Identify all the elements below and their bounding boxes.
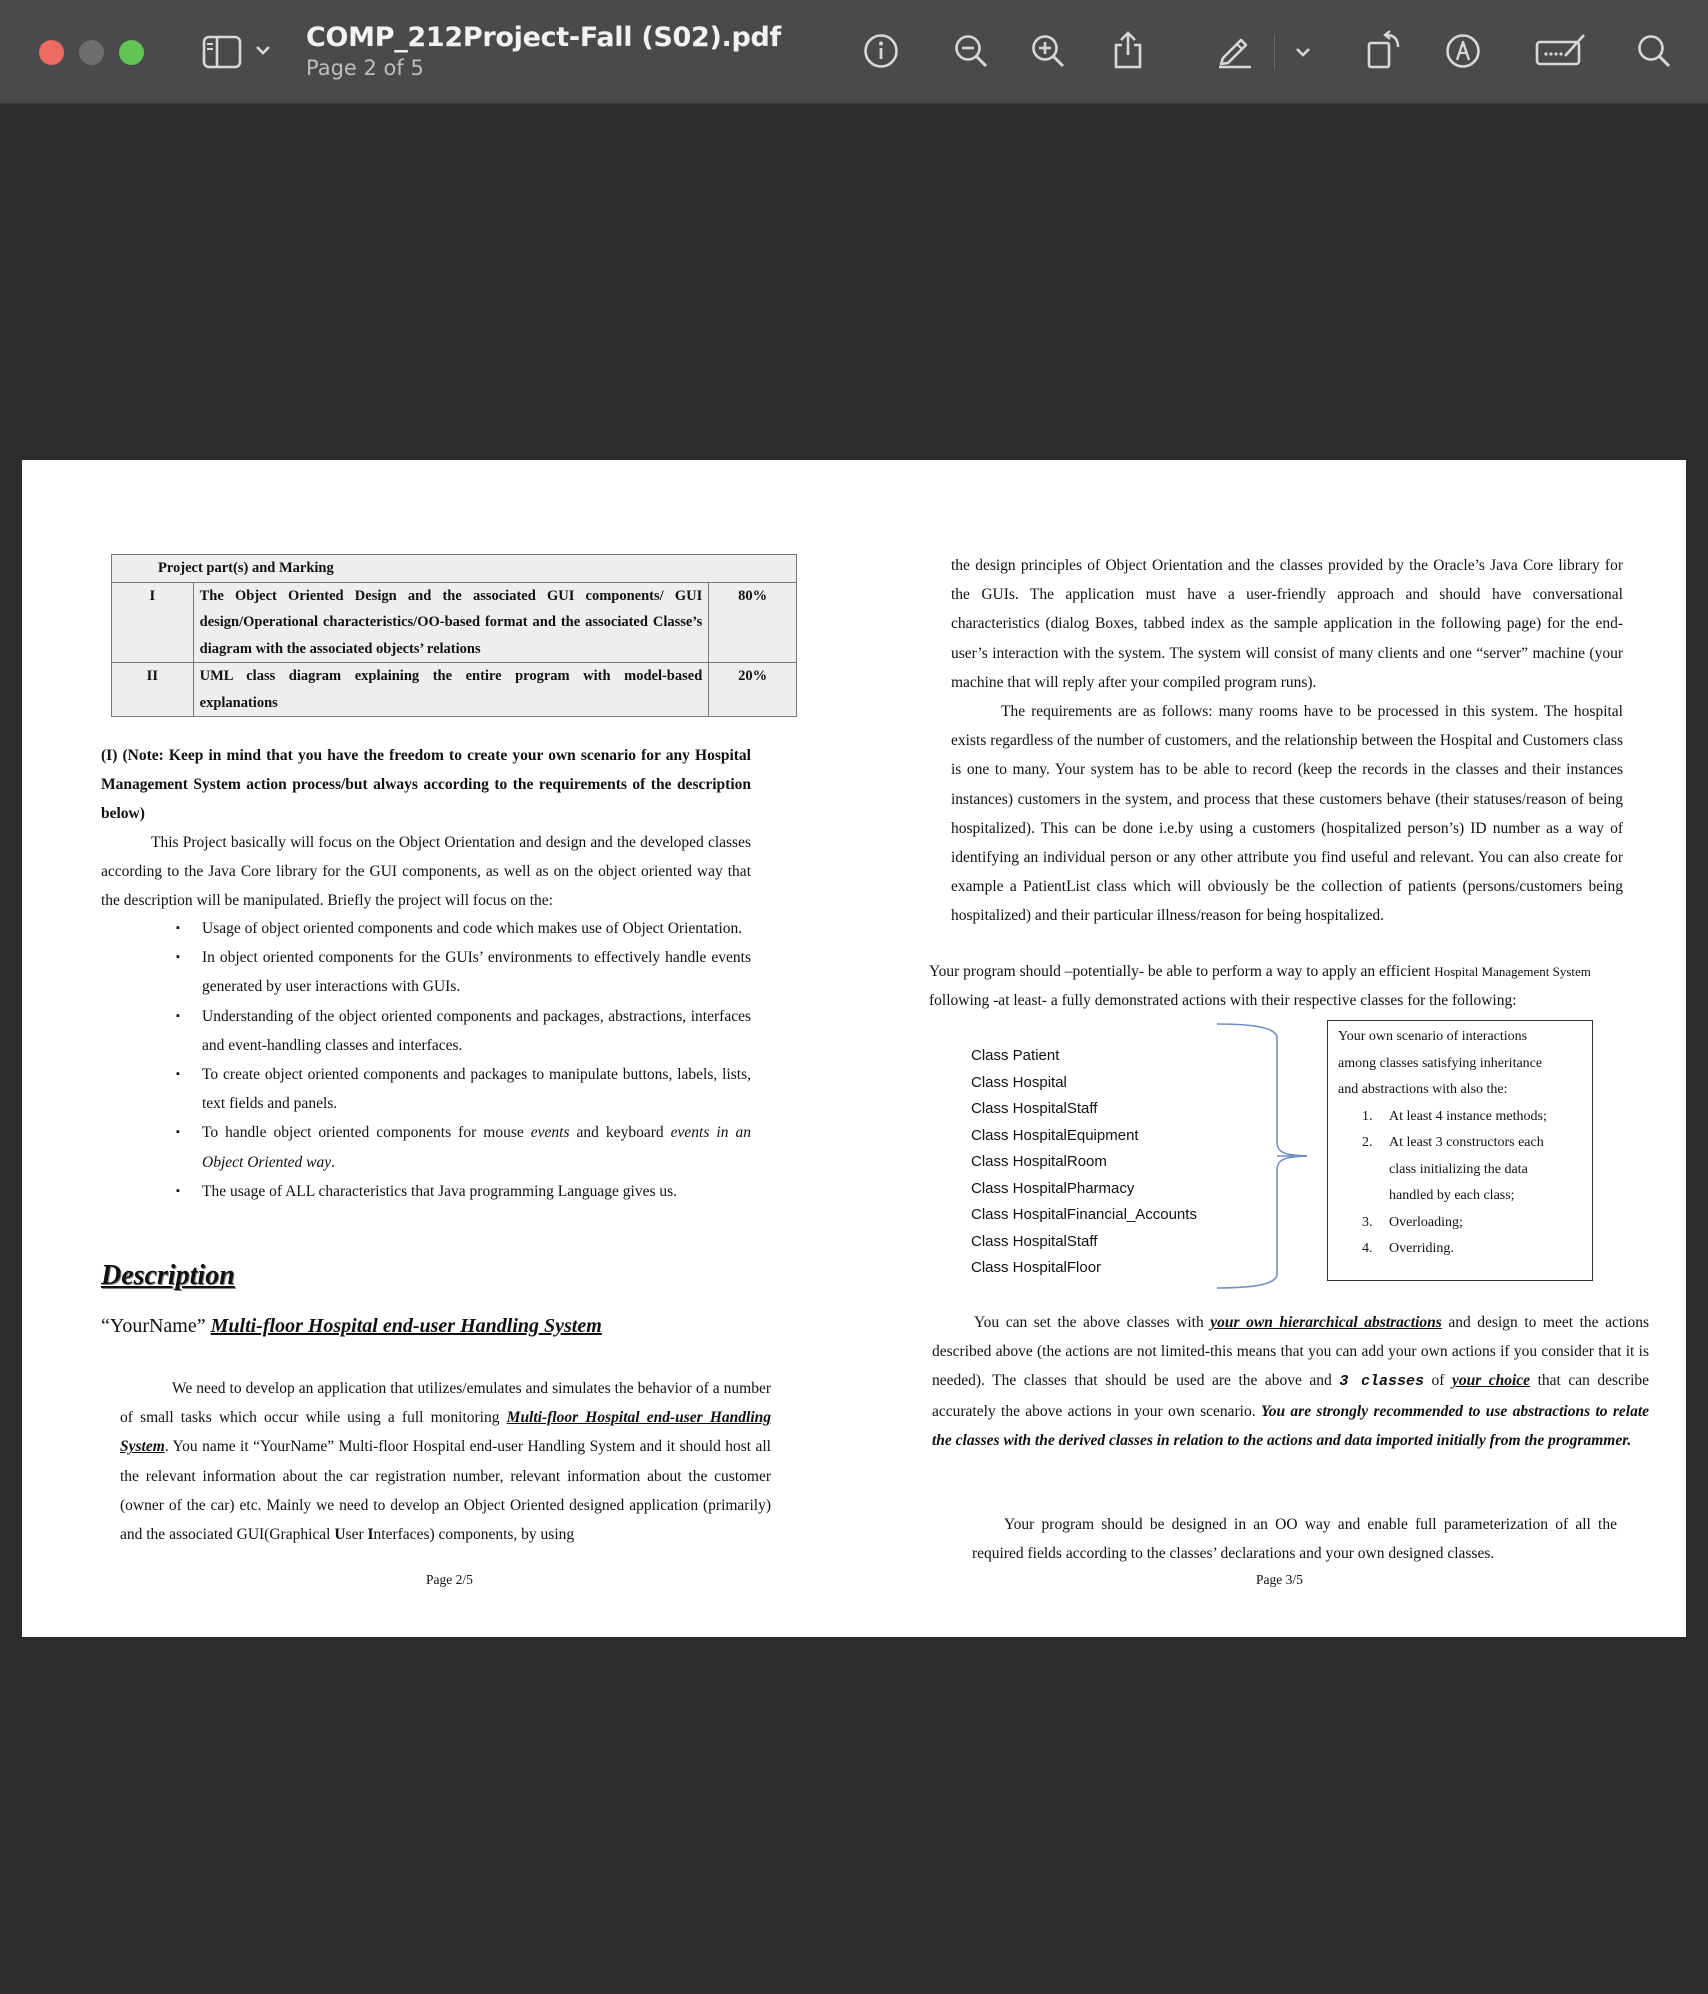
list-item: ▪ To handle object oriented components for mouse events and keyboard events in an Object Oriented way. — [202, 1118, 751, 1176]
minimize-window-button[interactable] — [79, 40, 104, 65]
markup-icon[interactable] — [1445, 33, 1481, 69]
zoom-window-button[interactable] — [119, 40, 144, 65]
page-indicator: Page 2 of 5 — [306, 56, 424, 80]
sidebar-icon[interactable] — [202, 35, 242, 69]
zoom-in-icon[interactable] — [1030, 33, 1066, 69]
part-description: UML class diagram explaining the entire program with model-based explanations — [193, 663, 709, 717]
list-item: Class HospitalStaff — [971, 1100, 1098, 1117]
list-item: Class HospitalFinancial_Accounts — [971, 1206, 1197, 1223]
list-item: Class HospitalRoom — [971, 1153, 1107, 1170]
window-titlebar — [0, 0, 1708, 104]
marking-table — [111, 554, 797, 717]
share-icon[interactable] — [1112, 30, 1144, 70]
classes-design-paragraph: You can set the above classes with your own hierarchical abstractions and design to meet the actions described above (the actions are not limited-this means that you can add your own actions if you consider that it is needed). The classes that should be used are the above and 3 classes of your choice that can describe accurately the above actions in your own scenario. You are strongly recommended to use abstractions to relate the classes with the derived classes in relation to the actions and data imported initially from the programmer. — [932, 1314, 1650, 1449]
table-row — [112, 663, 797, 717]
part-number: II — [112, 663, 194, 717]
list-item: 2. At least 3 constructors each — [1362, 1135, 1544, 1150]
system-title: “YourName” Multi-floor Hospital end-user Handling System — [101, 1315, 602, 1337]
parameterization-paragraph: Your program should be designed in an OO way and enable full parameterization of all the required fields according to the classes’ declarations and your own designed classes. — [972, 1516, 1617, 1563]
highlight-pen-icon[interactable] — [1215, 31, 1253, 69]
list-item: Class HospitalFloor — [971, 1259, 1102, 1276]
table-header: Project part(s) and Marking — [112, 555, 797, 583]
requirements-paragraph: The requirements are as follows: many rooms have to be processed in this system. The hospital exists regardless of the number of customers, and the relationship between the Hospital and Customers class is one to many. Your system has to be able to record (keep the records in the classes and their instances instances) customers in the system, and process that these customers behave (their statuses/reason of being hospitalized). This can be done i.e.by using a customers (hospitalized person’s) ID number as a way of identifying an individual person or any other attribute you find useful and relevant. You can also create for example a PatientList class which will obviously be the collection of patients (persons/customers being hospitalized) and their particular illness/reason for being hospitalized. — [951, 703, 1623, 925]
list-item: class initializing the data — [1389, 1161, 1528, 1177]
intro-paragraph: This Project basically will focus on the Object Orientation and design and the developed classes according to the Java Core library for the GUI components, as well as on the object oriented way that the description will be manipulated. Briefly the project will focus on the: — [101, 834, 751, 910]
list-item: ▪ In object oriented components for the GUIs’ environments to effectively handle events generated by user interactions with GUIs. — [202, 943, 751, 1001]
page-number-right: Page 3/5 — [1256, 1572, 1303, 1587]
chevron-down-icon[interactable] — [1295, 46, 1311, 58]
info-icon[interactable] — [863, 33, 899, 69]
chevron-down-icon[interactable] — [255, 44, 271, 56]
curly-brace-icon — [1187, 1020, 1307, 1292]
description-heading: Description — [101, 1260, 235, 1291]
table-row — [112, 582, 797, 663]
close-window-button[interactable] — [39, 40, 64, 65]
list-item: handled by each class; — [1389, 1188, 1515, 1203]
list-item: 1. At least 4 instance methods; — [1362, 1108, 1547, 1124]
list-item: Class HospitalPharmacy — [971, 1179, 1135, 1197]
development-paragraph: We need to develop an application that utilizes/emulates and simulates the behavior of a number of small tasks which occur while using a full monitoring Multi-floor Hospital end-user Handling System. You name it “YourName” Multi-floor Hospital end-user Handling System and it should host all the relevant information about the car registration number, relevant information about the customer (owner of the car) etc. Mainly we need to develop an Object Oriented designed application (primarily) and the associated GUI(Graphical User Interfaces) components, by using — [120, 1380, 771, 1544]
part-percentage: 20% — [709, 663, 797, 717]
list-item: 4. Overriding. — [1362, 1241, 1454, 1256]
list-item: ▪ Usage of object oriented components and code which makes use of Object Orientation. — [202, 914, 751, 943]
list-item: 3. Overloading; — [1362, 1214, 1463, 1230]
part-description: The Object Oriented Design and the associated GUI components/ GUI design/Operational characteristics/OO-based format and the associated Classe’s diagram with the associated objects’ relations — [193, 582, 709, 663]
scenario-box: Your own scenario of interactions among classes satisfying inheritance and abstractions with also the: 1. At least 4 instance methods; 2. At least 3 constructors each class initializing the data handled by each class; 3. Overloading; 4. Overriding. — [1327, 1020, 1593, 1281]
signature-icon[interactable] — [1535, 32, 1587, 68]
list-item: ▪ The usage of ALL characteristics that Java programming Language gives us. — [202, 1177, 751, 1206]
list-item: Class HospitalStaff — [971, 1232, 1098, 1250]
class-list — [971, 1043, 1197, 1282]
search-icon[interactable] — [1636, 33, 1672, 69]
toolbar-divider — [1274, 34, 1275, 70]
right-intro-paragraph: the design principles of Object Orientation and the classes provided by the Oracle’s Java Core library for the GUIs. The application must have a user-friendly approach and should have conversational characteristics (dialog Boxes, tabbed index as the sample application in the following page) for the end-user’s interaction with the system. The system will consist of many clients and one “server” machine (your machine that will reply after your compiled program runs). The requirements are as follows: many rooms have to be processed in this system. The hospital exists regardless of the number of customers, and the relationship between the Hospital and Customers class is one to many. Your system has to be able to record (keep the records in the classes and their instances instances) customers in the system, and process that these customers behave (their statuses/reason of being hospitalized). This can be done i.e.by using a customers (hospitalized person’s) ID number as a way of identifying an individual person or any other attribute you find useful and relevant. You can also create for example a PatientList class which will obviously be the collection of patients (persons/customers being hospitalized) and their particular illness/reason for being hospitalized. — [951, 551, 1623, 931]
document-title: COMP_212Project-Fall (S02).pdf — [306, 22, 781, 53]
rotate-icon[interactable] — [1366, 30, 1402, 70]
note-paragraph: (I) (Note: Keep in mind that you have the freedom to create your own scenario for any Hospital Management System action process/but always according to the requirements of the description below) — [101, 747, 751, 823]
pdf-page-spread — [22, 460, 1686, 1637]
focus-bullet-list — [202, 914, 751, 1206]
list-item: Class HospitalEquipment — [971, 1126, 1139, 1144]
program-paragraph: Your program should –potentially- be able to perform a way to apply an efficient Hospital Management System following -at least- a fully demonstrated actions with their respective classes for the following: — [929, 963, 1591, 1010]
zoom-out-icon[interactable] — [953, 33, 989, 69]
list-item: ▪ To create object oriented components and packages to manipulate buttons, labels, lists, text fields and panels. — [202, 1060, 751, 1118]
list-item: Class Hospital — [971, 1073, 1067, 1091]
list-item: ▪ Understanding of the object oriented components and packages, abstractions, interfaces and event-handling classes and interfaces. — [202, 1002, 751, 1060]
list-item: Class Patient — [971, 1047, 1060, 1064]
scenario-requirements-list — [1338, 1104, 1582, 1263]
part-number: I — [112, 582, 194, 663]
part-percentage: 80% — [709, 582, 797, 663]
page-number-left: Page 2/5 — [426, 1572, 473, 1587]
